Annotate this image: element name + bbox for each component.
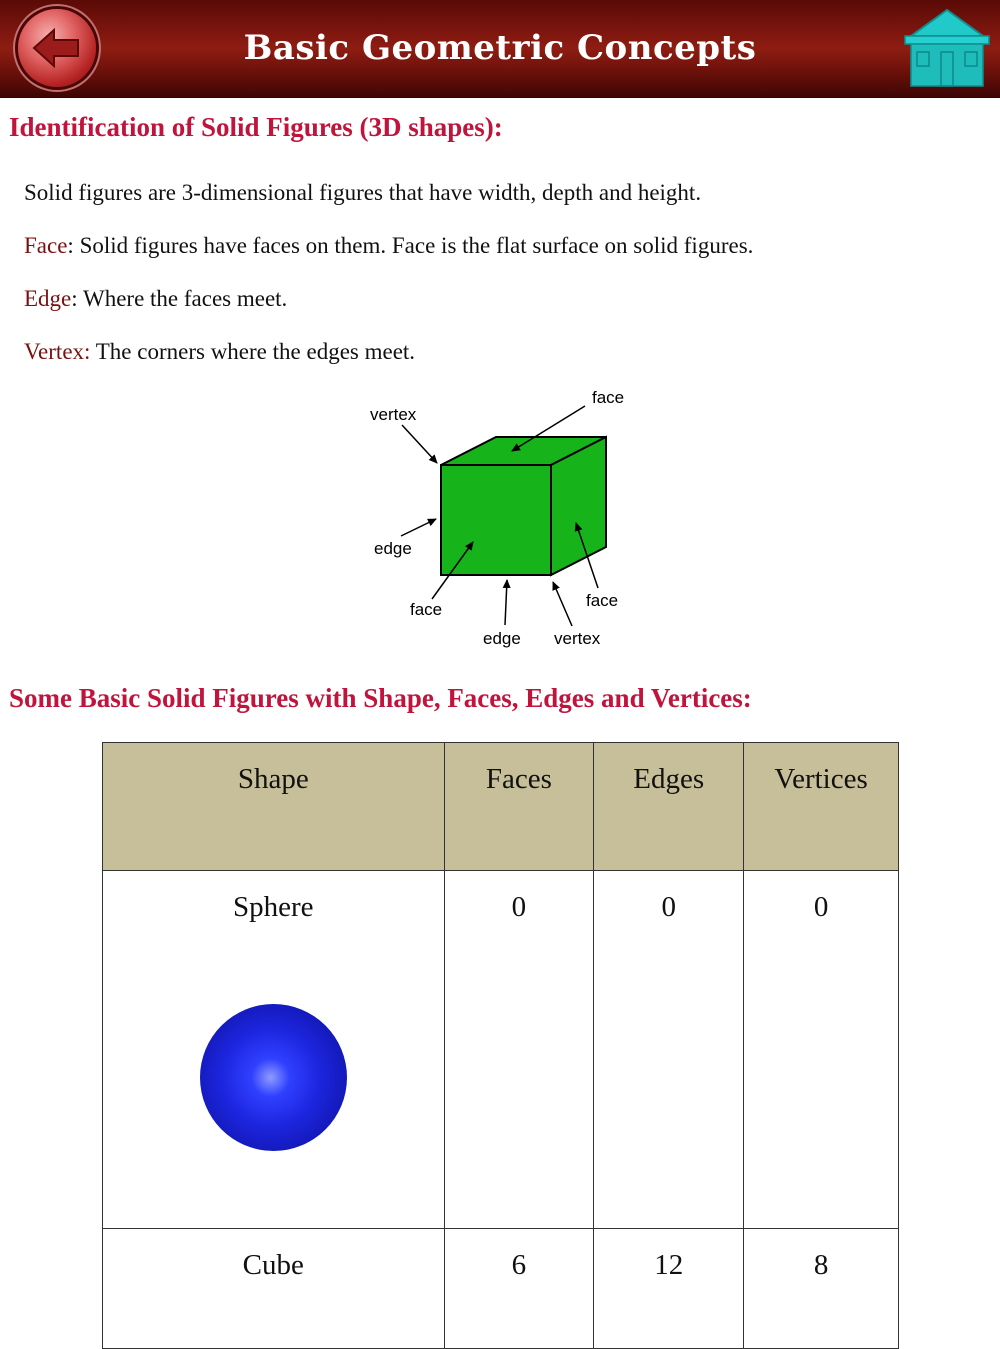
cell-edges: 0 [594, 871, 744, 1229]
definition-face-text: Solid figures have faces on them. Face is the flat surface on solid figures. [73, 233, 754, 258]
definition-edge-text: Where the faces meet. [77, 286, 288, 311]
table-row [103, 871, 899, 1229]
page-title: Basic Geometric Concepts [243, 28, 757, 68]
label-face-right: face [586, 591, 619, 610]
label-edge-bottom: edge [483, 629, 521, 648]
header-vertices: Vertices [744, 743, 899, 871]
cell-vertices: 8 [744, 1229, 899, 1349]
top-bar [0, 0, 1000, 98]
cell-faces: 0 [444, 871, 594, 1229]
section-heading-identification: Identification of Solid Figures (3D shapes): [9, 112, 503, 142]
cell-vertices: 0 [744, 871, 899, 1229]
term-face-separator: : [67, 233, 74, 258]
table-row [103, 1229, 899, 1349]
header-edges: Edges [594, 743, 744, 871]
cube-shape [441, 437, 606, 575]
cell-faces: 6 [444, 1229, 594, 1349]
term-vertex-separator: : [84, 339, 91, 364]
label-face-front: face [410, 600, 443, 619]
cell-shape: Cube [103, 1229, 445, 1349]
cell-shape [103, 871, 445, 1229]
label-vertex-top: vertex [370, 405, 417, 424]
term-edge-separator: : [71, 286, 78, 311]
definition-vertex-text: The corners where the edges meet. [90, 339, 416, 364]
definition-edge [24, 286, 287, 312]
intro-text: Solid figures are 3-dimensional figures that have width, depth and height. [24, 180, 702, 205]
home-button[interactable] [903, 8, 991, 88]
table-header-row [103, 743, 899, 871]
definition-face [24, 233, 753, 259]
header-shape: Shape [103, 743, 445, 871]
label-edge-left: edge [374, 539, 412, 558]
definition-vertex [24, 339, 415, 365]
term-face: Face [24, 233, 68, 258]
solid-figures-table [102, 742, 899, 1349]
cube-diagram [360, 380, 650, 655]
cube-front-face [441, 465, 551, 575]
label-face-top: face [592, 388, 625, 407]
header-faces: Faces [444, 743, 594, 871]
label-vertex-bottom: vertex [554, 629, 601, 648]
term-edge: Edge [24, 286, 72, 311]
cell-edges: 12 [594, 1229, 744, 1349]
shape-name: Sphere [233, 891, 314, 923]
home-icon [903, 8, 991, 88]
section-heading-basic-solids: Some Basic Solid Figures with Shape, Faces, Edges and Vertices: [9, 683, 752, 713]
term-vertex: Vertex [24, 339, 85, 364]
sphere-image [200, 1004, 347, 1151]
